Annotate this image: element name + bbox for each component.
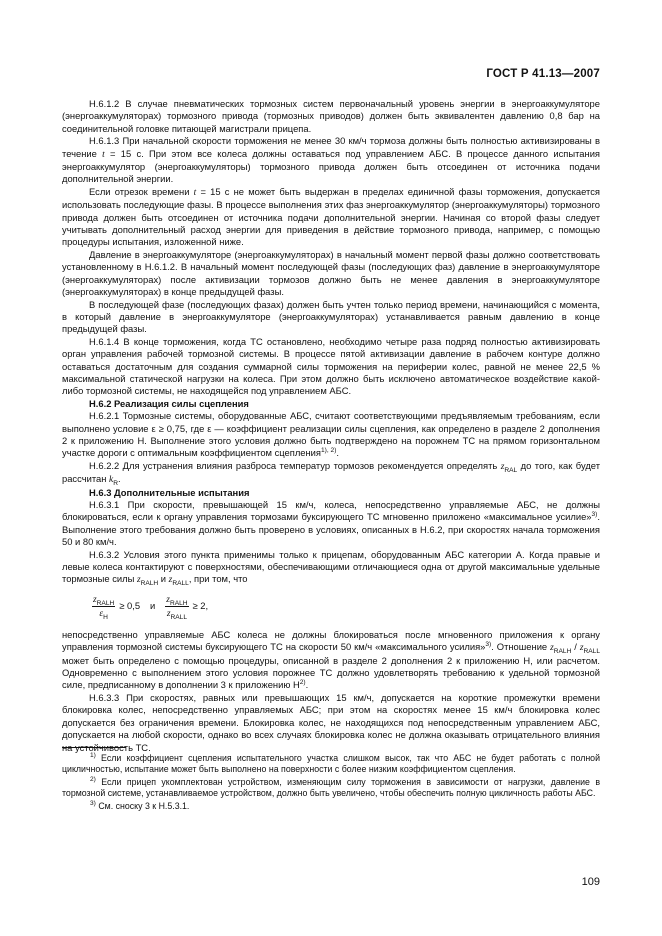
conjunction: и	[150, 600, 156, 612]
subscript: RALH	[140, 580, 159, 588]
subscript: RAL	[504, 466, 518, 474]
text-run: Н.6.3.2 Условия этого пункта применимы только к прицепам, оборудованным АБС категории А. Когда правые и левые колеса контактируют с поверхностями, обеспечивающими отличающиеся одна от другой максимальные удельные тормозные силы	[62, 548, 600, 585]
text-run: /	[571, 641, 580, 653]
text-run: и	[158, 573, 169, 585]
footnote-mark: 3)	[90, 799, 96, 807]
var-z: z	[93, 594, 97, 605]
text-run: . Отношение	[491, 641, 551, 653]
var-z: z	[136, 575, 141, 586]
text-run: Н.6.1.3 При начальной скорости торможения не менее 30 км/ч тормоза должны быть полностью активизированы в течение	[62, 135, 600, 159]
footnote-text: См. сноску 3 к Н.5.3.1.	[95, 800, 190, 811]
text-run: непосредственно управляемые АБС колеса не должны блокироваться после мгновенного приложения к органу управления тормозной системы буксирующего ТС на скорости 50 км/ч «максимального усилия»	[62, 628, 600, 653]
text-run: до того, как будет рассчитан	[62, 459, 600, 485]
paragraph-h632	[62, 549, 600, 587]
footnote-mark: 2)	[90, 775, 96, 783]
relation-2: ≥ 2,	[192, 600, 209, 612]
var-t: t	[193, 187, 197, 198]
subscript: RALL	[170, 613, 187, 621]
text-run: Н.6.2.1 Тормозные системы, оборудованные АБС, считают соответствующими предъявляемым требованиям, если выполнено условие ε ≥ 0,75, где ε — коэффициент реализации силы сцепления, как определено в разделе 2 дополнения 2 к приложению Н. Выполнение этого условия должно быть подтверждено на порожнем ТС на прямом горизонтальном участке дороги с оптимальным коэффициентом сцепления	[62, 410, 600, 459]
var-z: z	[166, 594, 170, 605]
footnote-ref: 3)	[591, 511, 598, 519]
footnote-1	[62, 753, 600, 776]
footnote-ref: 2)	[299, 679, 306, 687]
text-run: Если отрезок времени	[89, 185, 194, 197]
fraction-zralh-over-eh	[92, 593, 115, 620]
paragraph-h621	[62, 410, 600, 460]
footnote-ref: 3)	[485, 641, 492, 649]
formula-condition	[92, 593, 600, 623]
var-z: z	[166, 608, 171, 619]
subscript: R	[113, 480, 118, 488]
subscript: RALL	[172, 580, 189, 588]
var-z: z	[579, 643, 584, 654]
text-run: .	[117, 473, 121, 485]
text-run: может быть определено с помощью процедуры, описанной в разделе 2 дополнения 2 к приложению Н, или расчетом. Одновременно с выполнением этого условия порожнее ТС должно удовлетворять требованию к удельной тормозной силе, предписанному в дополнении 3 к приложению Н	[62, 654, 600, 691]
footnote-text: Если коэффициент сцепления испытательного участка слишком высок, так что АБС не будет работать с полной цикличностью, испытание может быть выполнено на поверхности с более низким коэффициентом сцепления.	[62, 753, 600, 775]
text-run: , при том, что	[188, 573, 248, 585]
paragraph-h613	[62, 135, 600, 186]
var-z: z	[550, 643, 554, 654]
var-z: z	[500, 461, 505, 472]
text-run: .	[305, 679, 309, 691]
fraction-zralh-over-zrall	[165, 593, 188, 620]
paragraph-time-interval	[62, 186, 600, 249]
subscript: RALH	[169, 599, 188, 607]
var-k: k	[109, 475, 114, 486]
paragraph-h631	[62, 499, 600, 549]
var-z: z	[168, 575, 173, 586]
footnote-divider	[62, 747, 126, 748]
footnote-2	[62, 777, 600, 800]
paragraph-next-phase: В последующей фазе (последующих фазах) должен быть учтен только период времени, начинающийся с момента, в который давление в энергоаккумуляторе (энергоаккумуляторах) устанавливается равным давлению в конце предыдущей фазы.	[62, 298, 600, 335]
paragraph-h622	[62, 460, 600, 487]
var-t: t	[102, 149, 105, 160]
relation-1: ≥ 0,5	[119, 600, 141, 612]
heading-h62: Н.6.2 Реализация силы сцепления	[89, 397, 249, 409]
paragraph-h633: Н.6.3.3 При скоростях, равных или превышающих 15 км/ч, допускается на короткие промежутки времени блокировка колес, непосредственно управляемых АБС; при этом на скоростях менее 15 км/ч блокировка колес допускается без ограничения времени. Блокировка колес, не находящихся под непосредственным управлением АБС, допускается на любой скорости, однако во всех случаях блокировка колес не должна оказывать отрицательного влияния на устойчивость ТС.	[62, 691, 600, 753]
var-epsilon: ε	[99, 608, 104, 619]
main-text	[62, 98, 600, 754]
text-run: .	[336, 447, 339, 459]
paragraph-h612: Н.6.1.2 В случае пневматических тормозных систем первоначальный уровень энергии в энергоаккумуляторе (энергоаккумуляторах) тормозного привода (тормозных приводов) должен быть эквивалентен давлению 0,8 бар на соединительной головке питающей магистрали прицепа.	[62, 98, 600, 134]
text-run: = 15 с не может быть выдержан в пределах единичной фазы торможения, допускается использовать последующие фазы. В процессе выполнения этих фаз энергоаккумулятор (энергоаккумуляторы) тормозного привода должен быть отсоединен от источника подачи дополнительной энергии. Начиная со второй фазы следует учитывать дополнительный расход энергии для приведения в действие тормозного привода, например, с помощью процедуры испытания, изложенной ниже.	[62, 185, 601, 248]
subscript: RALL	[583, 648, 600, 656]
footnote-3	[62, 801, 600, 812]
footnotes	[62, 753, 600, 813]
document-code-header: ГОСТ Р 41.13—2007	[486, 68, 600, 80]
text-run: Н.6.2.2 Для устранения влияния разброса температур тормозов рекомендуется определять	[89, 459, 501, 471]
footnote-mark: 1)	[90, 752, 96, 760]
footnote-ref: 1), 2)	[321, 447, 337, 455]
subscript: RALH	[96, 599, 115, 607]
paragraph-h614: Н.6.1.4 В конце торможения, когда ТС остановлено, необходимо четыре раза подряд полностью активизировать орган управления рабочей тормозной системы. В процессе пятой активизации давление в рабочем контуре должно оставаться достаточным для создания суммарной силы торможения на периферии колес, равной не менее 22,5 % максимальной статической нагрузки на колеса. При этом должно быть исключено автоматическое воздействие какой-либо тормозной системы, не находящейся под управлением АБС.	[62, 335, 600, 397]
text-run: . Выполнение этого требования должно быть проверено в условиях, описанных в Н.6.2, при скоростях начала торможения 50 и 80 км/ч.	[62, 511, 600, 548]
subscript: RALH	[553, 648, 572, 656]
page-number: 109	[581, 876, 600, 888]
text-run: Н.6.3.1 При скорости, превышающей 15 км/ч, колеса, непосредственно управляемые АБС, не должны блокироваться, если к органу управления тормозами буксирующего ТС мгновенно приложено «максимальное усилие»	[62, 499, 600, 523]
paragraph-after-formula	[62, 629, 600, 692]
subscript: H	[103, 613, 108, 621]
heading-h63: Н.6.3 Дополнительные испытания	[89, 486, 250, 498]
text-run: = 15 с. При этом все колеса должны оставаться под управлением АБС. В процессе данного испытания энергоаккумулятор (энергоаккумуляторы) тормозного привода должен быть отсоединен от источника подачи дополнительной энергии.	[62, 147, 601, 185]
footnote-text: Если прицеп укомплектован устройством, изменяющим силу торможения в зависимости от нагрузки, давление в тормозной системе, устанавливаемое устройством, должно быть увеличено, чтобы обеспечить полную цикличность работы АБС.	[62, 776, 600, 799]
paragraph-pressure: Давление в энергоаккумуляторе (энергоаккумуляторах) в начальный момент первой фазы должно соответствовать установленному в Н.6.1.2. В начальный момент последующей фазы (последующих фаз) давление в энергоаккумуляторе (энергоаккумуляторах) после активизации тормозов должно быть не менее давления в энергоаккумуляторе (энергоаккумуляторах) в конце предыдущей фазы.	[62, 248, 600, 298]
